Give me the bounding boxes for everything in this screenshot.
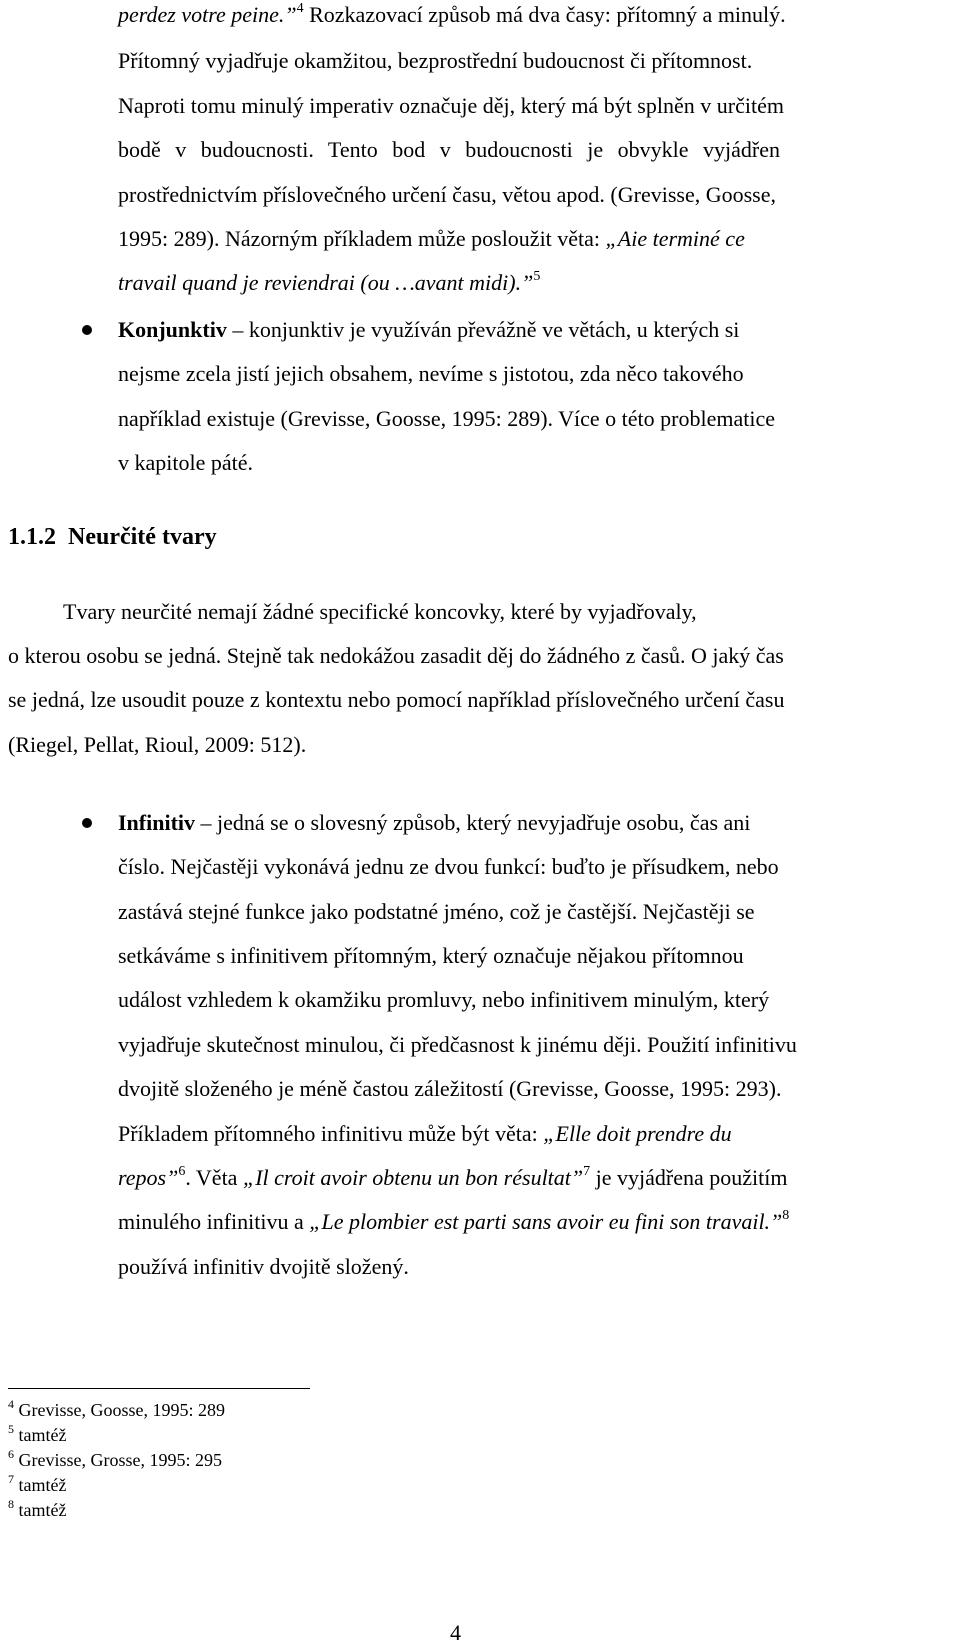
footnote-ref-6: 6	[178, 1163, 186, 1179]
para-imperative-l7: travail quand je reviendrai (ou …avant midi).”$^5$	[118, 268, 541, 295]
para-infinitiv-l5: událost vzhledem k okamžiku promluvy, nebo infinitivem minulým, který	[118, 987, 770, 1012]
footnote-ref-5: 5	[533, 268, 541, 284]
section-title: Neurčité tvary	[68, 524, 217, 550]
term-konjunktiv: Konjunktiv	[118, 317, 227, 342]
footnote-ref-4: 4	[296, 0, 304, 16]
para-imperative-l4: bodě v budoucnosti. Tento bod v budoucnosti je obvykle vyjádřen	[118, 137, 780, 162]
quote-fragment: perdez votre peine.”	[118, 2, 297, 27]
footnote-7: $^7$ tamtéž	[8, 1472, 67, 1495]
para-infinitiv-l3: zastává stejné funkce jako podstatné jméno, což je častější. Nejčastěji se	[118, 899, 755, 924]
para-imperative-l1: perdez votre peine.”$^4$ Rozkazovací způsob má dva časy: přítomný a minulý.	[118, 0, 786, 27]
bullet-konjunktiv	[82, 325, 92, 335]
para-imperative-l2: Přítomný vyjadřuje okamžitou, bezprostřední budoucnost či přítomnost.	[118, 48, 753, 73]
footnote-5: $^5$ tamtéž	[8, 1422, 67, 1445]
para-forms-l4: (Riegel, Pellat, Rioul, 2009: 512).	[8, 732, 307, 757]
footnote-6: $^6$ Grevisse, Grosse, 1995: 295	[8, 1447, 222, 1470]
footnote-separator	[8, 1388, 310, 1389]
para-infinitiv-l2: číslo. Nejčastěji vykonává jednu ze dvou funkcí: buďto je přísudkem, nebo	[118, 854, 779, 879]
para-konjunktiv-l1: Konjunktiv – konjunktiv je využíván převážně ve větách, u kterých si	[118, 317, 740, 342]
page-number: 4	[450, 1620, 461, 1645]
para-imperative-l6: 1995: 289). Názorným příkladem může posloužit věta: „Aie terminé ce	[118, 226, 745, 251]
bullet-infinitiv	[82, 818, 92, 828]
para-konjunktiv-l3: například existuje (Grevisse, Goosse, 1995: 289). Více o této problematice	[118, 406, 775, 431]
para-konjunktiv-l2: nejsme zcela jistí jejich obsahem, nevíme s jistotou, zda něco takového	[118, 361, 744, 386]
para-infinitiv-l7: dvojitě složeného je méně častou záležitostí (Grevisse, Goosse, 1995: 293).	[118, 1076, 782, 1101]
term-infinitiv: Infinitiv	[118, 810, 196, 835]
footnote-ref-8: 8	[782, 1207, 790, 1223]
para-infinitiv-l10: minulého infinitivu a „Le plombier est parti sans avoir eu fini son travail.”$^8$	[118, 1207, 790, 1234]
para-infinitiv-l6: vyjadřuje skutečnost minulou, či předčasnost k jinému ději. Použití infinitivu	[118, 1032, 797, 1057]
para-imperative-l5: prostřednictvím příslovečného určení času, větou apod. (Grevisse, Goosse,	[118, 182, 776, 207]
para-infinitiv-l11: používá infinitiv dvojitě složený.	[118, 1254, 409, 1279]
para-infinitiv-l9: repos”$^6$. Věta „Il croit avoir obtenu un bon résultat”$^7$ je vyjádřena použitím	[118, 1163, 788, 1190]
para-infinitiv-l4: setkáváme s infinitivem přítomným, který označuje nějakou přítomnou	[118, 943, 744, 968]
para-imperative-l3: Naproti tomu minulý imperativ označuje děj, který má být splněn v určitém	[118, 93, 784, 118]
footnote-ref-7: 7	[583, 1163, 591, 1179]
footnote-4: $^4$ Grevisse, Goosse, 1995: 289	[8, 1397, 225, 1420]
para-forms-l3: se jedná, lze usoudit pouze z kontextu nebo pomocí například příslovečného určení času	[8, 687, 785, 712]
para-infinitiv-l8: Příkladem přítomného infinitivu může být věta: „Elle doit prendre du	[118, 1121, 732, 1146]
footnote-8: $^8$ tamtéž	[8, 1497, 67, 1520]
para-forms-l2: o kterou osobu se jedná. Stejně tak nedokážou zasadit děj do žádného z časů. O jaký čas	[8, 643, 784, 668]
section-heading	[8, 522, 217, 552]
para-infinitiv-l1: Infinitiv – jedná se o slovesný způsob, který nevyjadřuje osobu, čas ani	[118, 810, 751, 835]
section-number: 1.1.2	[8, 524, 56, 550]
para-konjunktiv-l4: v kapitole páté.	[118, 450, 254, 475]
para-forms-l1: Tvary neurčité nemají žádné specifické koncovky, které by vyjadřovaly,	[63, 599, 697, 624]
